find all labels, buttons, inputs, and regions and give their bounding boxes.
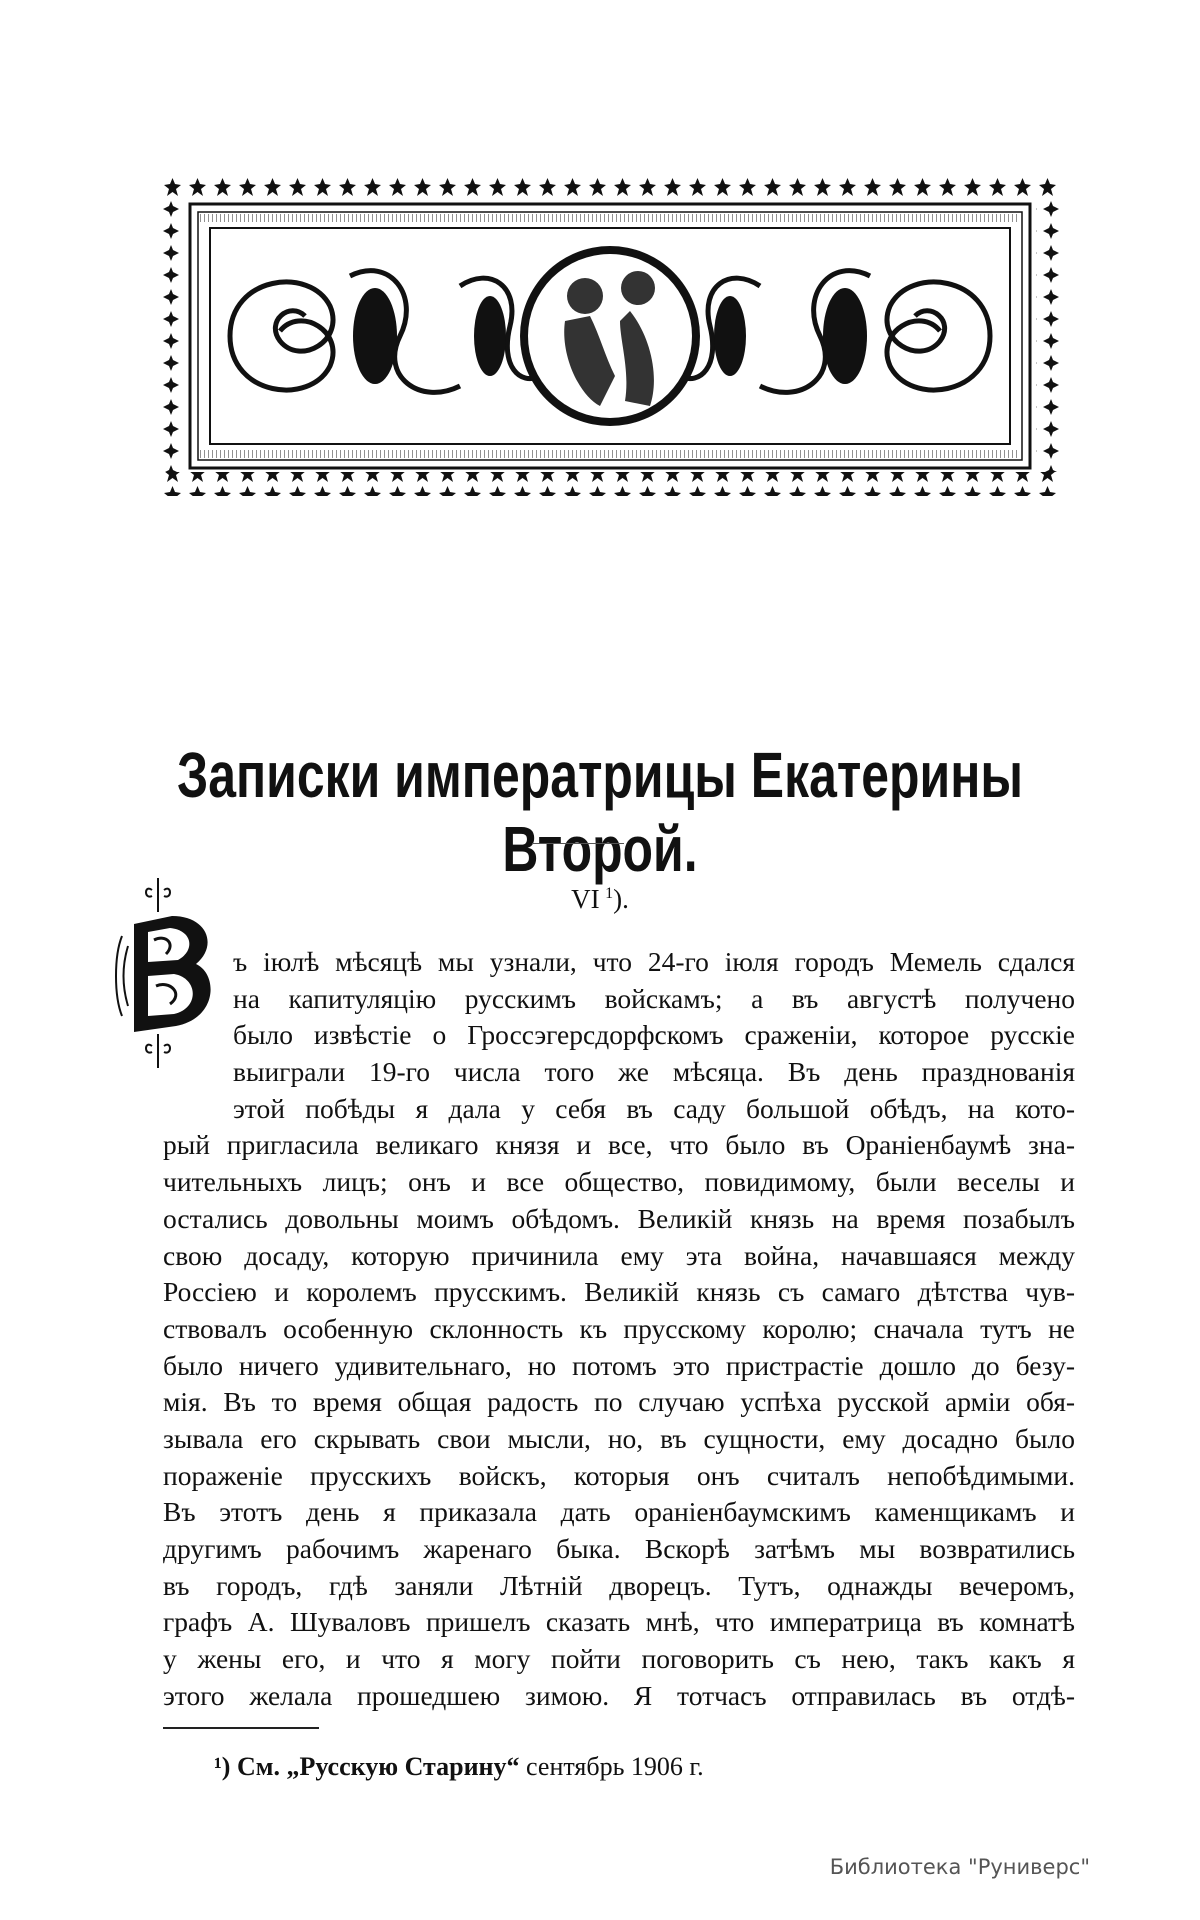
chapter-footnote-mark: 1 <box>605 885 614 902</box>
text-line: на капитуляцію русскимъ войскамъ; а въ августѣ получено <box>233 982 1075 1014</box>
footnote-date: сентябрь 1906 г. <box>526 1752 704 1781</box>
text-line: остались довольны моимъ обѣдомъ. Великій князь на время позабылъ <box>163 1202 1075 1234</box>
chapter-heading-tail: ). <box>613 884 629 914</box>
text-line: рый пригласила великаго князя и все, что было въ Ораніенбаумѣ зна- <box>163 1129 1075 1161</box>
text-line: зывала его скрывать свои мысли, но, въ сущности, ему досадно было <box>163 1422 1075 1454</box>
chapter-numeral: VI <box>571 884 600 914</box>
text-line: свою досаду, которую причинила ему эта война, начавшаяся между <box>163 1239 1075 1271</box>
ornamental-headpiece <box>160 176 1060 496</box>
page-title: Записки императрицы Екатерины Второй. <box>176 739 1024 885</box>
text-line: выиграли 19-го числа того же мѣсяца. Въ день празднованія <box>233 1056 1075 1088</box>
text-line: Въ этотъ день я приказала дать ораніенбаумскимъ каменщикамъ и <box>163 1496 1075 1528</box>
text-line: въ городъ, гдѣ заняли Лѣтній дворецъ. Тутъ, однажды вечеромъ, <box>163 1569 1075 1601</box>
text-line: ствовалъ особенную склонность къ прусскому королю; сначала тутъ не <box>163 1312 1075 1344</box>
text-line: было ничего удивительнаго, но потомъ это пристрастіе дошло до безу- <box>163 1349 1075 1381</box>
text-line: Россіею и королемъ прусскимъ. Великій князь съ самаго дѣтства чув- <box>163 1276 1075 1308</box>
text-line: у жены его, и что я могу пойти поговорить съ нею, такъ какъ я <box>163 1643 1075 1675</box>
text-line: мія. Въ то время общая радость по случаю успѣха русской арміи обя- <box>163 1386 1075 1418</box>
footnote-mark: ¹) См. <box>214 1752 280 1781</box>
footnote-source: „Русскую Старину“ <box>286 1752 520 1781</box>
text-line: пораженіе прусскихъ войскъ, которыя онъ считалъ непобѣдимыми. <box>163 1459 1075 1491</box>
text-line: было извѣстіе о Гроссэгерсдорфскомъ сраженіи, которое русскіе <box>233 1019 1075 1051</box>
text-line: этой побѣды я дала у себя въ саду большой обѣдъ, на кото- <box>233 1092 1075 1124</box>
text-line: ъ іюлѣ мѣсяцѣ мы узнали, что 24-го іюля городъ Мемель сдался <box>233 946 1075 977</box>
footnote <box>214 1752 704 1782</box>
text-line: другимъ рабочимъ жаренаго быка. Вскорѣ затѣмъ мы возвратились <box>163 1533 1075 1564</box>
footnote-divider <box>163 1727 319 1729</box>
text-line: графъ А. Шуваловъ пришелъ сказать мнѣ, что императрица въ комнатѣ <box>163 1606 1075 1638</box>
library-watermark: Библиотека "Руниверс" <box>829 1855 1090 1879</box>
title-divider <box>532 843 624 844</box>
text-line: этого желала прошедшею зимою. Я тотчасъ отправилась въ отдѣ- <box>163 1679 1075 1711</box>
body-text <box>163 944 1075 1714</box>
text-line: чительныхъ лицъ; онъ и все общество, повидимому, были веселы и <box>163 1166 1075 1198</box>
